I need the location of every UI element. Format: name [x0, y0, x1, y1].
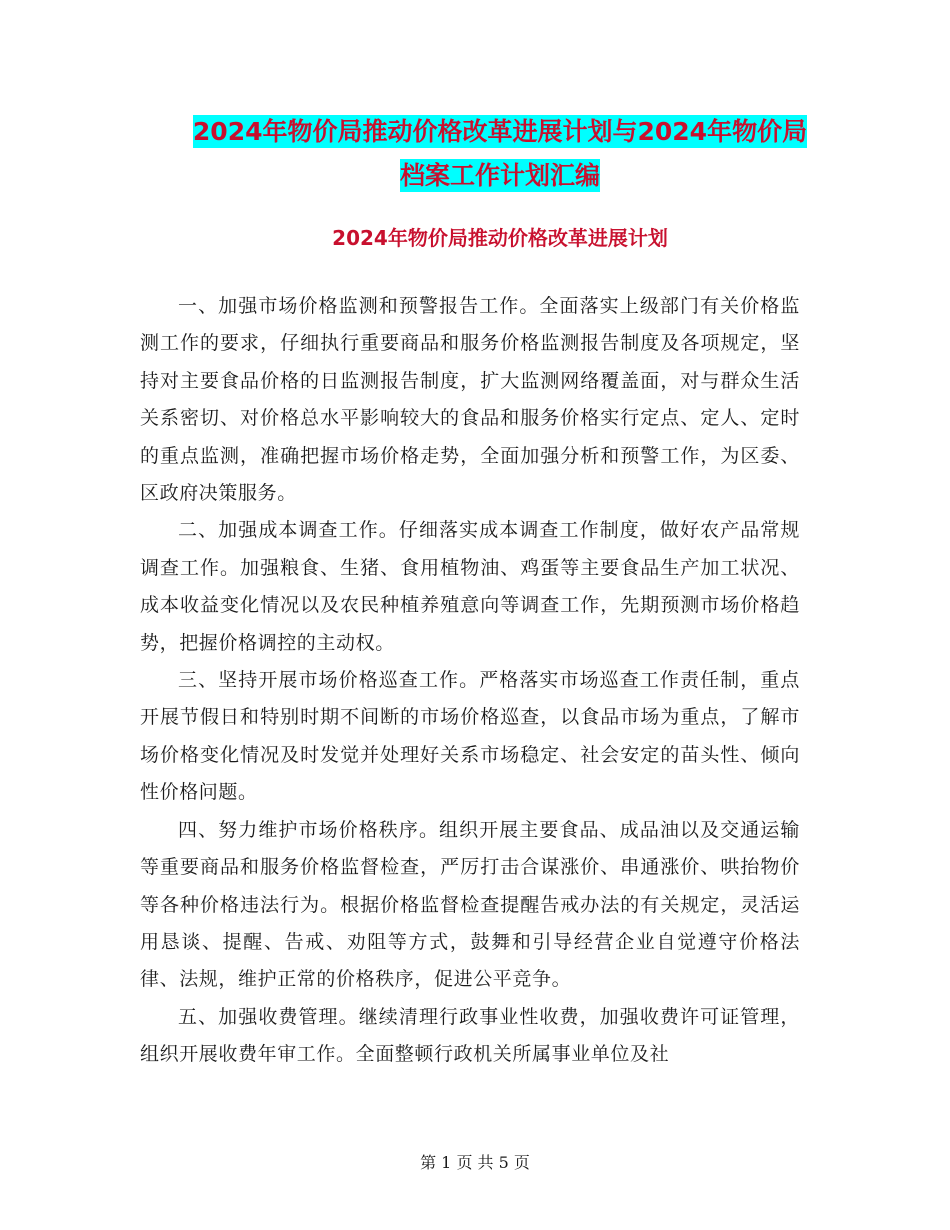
paragraph-2: 二、加强成本调查工作。仔细落实成本调查工作制度，做好农产品常规调查工作。加强粮食、生猪、食用植物油、鸡蛋等主要食品生产加工状况、成本收益变化情况以及农民种植养殖意向等调查工作，先期预测市场价格趋势，把握价格调控的主动权。 — [140, 519, 800, 654]
paragraph-3: 三、坚持开展市场价格巡查工作。严格落实市场巡查工作责任制，重点开展节假日和特别时期不间断的市场价格巡查，以食品市场为重点，了解市场价格变化情况及时发觉并处理好关系市场稳定、社会安定的苗头性、倾向性价格问题。 — [140, 669, 800, 804]
paragraph-5: 五、加强收费管理。继续清理行政事业性收费，加强收费许可证管理，组织开展收费年审工作。全面整顿行政机关所属事业单位及社 — [140, 1005, 800, 1066]
document-title-line-2 — [140, 154, 860, 198]
title-highlight: 2024年物价局推动价格改革进展计划与2024年物价局 — [192, 117, 808, 146]
paragraph-1: 一、加强市场价格监测和预警报告工作。全面落实上级部门有关价格监测工作的要求，仔细执行重要商品和服务价格监测报告制度及各项规定，坚持对主要食品价格的日监测报告制度，扩大监测网络覆盖面，对与群众生活关系密切、对价格总水平影响较大的食品和服务价格实行定点、定人、定时的重点监测，准确把握市场价格走势，全面加强分析和预警工作，为区委、区政府决策服务。 — [140, 295, 800, 505]
section-title: 2024年物价局推动价格改革进展计划 — [332, 226, 668, 250]
paragraph-4: 四、努力维护市场价格秩序。组织开展主要食品、成品油以及交通运输等重要商品和服务价格监督检查，严厉打击合谋涨价、串通涨价、哄抬物价等各种价格违法行为。根据价格监督检查提醒告戒办法的有关规定，灵活运用恳谈、提醒、告戒、劝阻等方式，鼓舞和引导经营企业自觉遵守价格法律、法规，维护正常的价格秩序，促进公平竞争。 — [140, 818, 800, 991]
document-title-line-1 — [140, 110, 860, 154]
title-highlight: 档案工作计划汇编 — [399, 161, 600, 190]
page-footer: 第 1 页 共 5 页 — [420, 1153, 530, 1172]
document-body — [140, 288, 800, 1074]
